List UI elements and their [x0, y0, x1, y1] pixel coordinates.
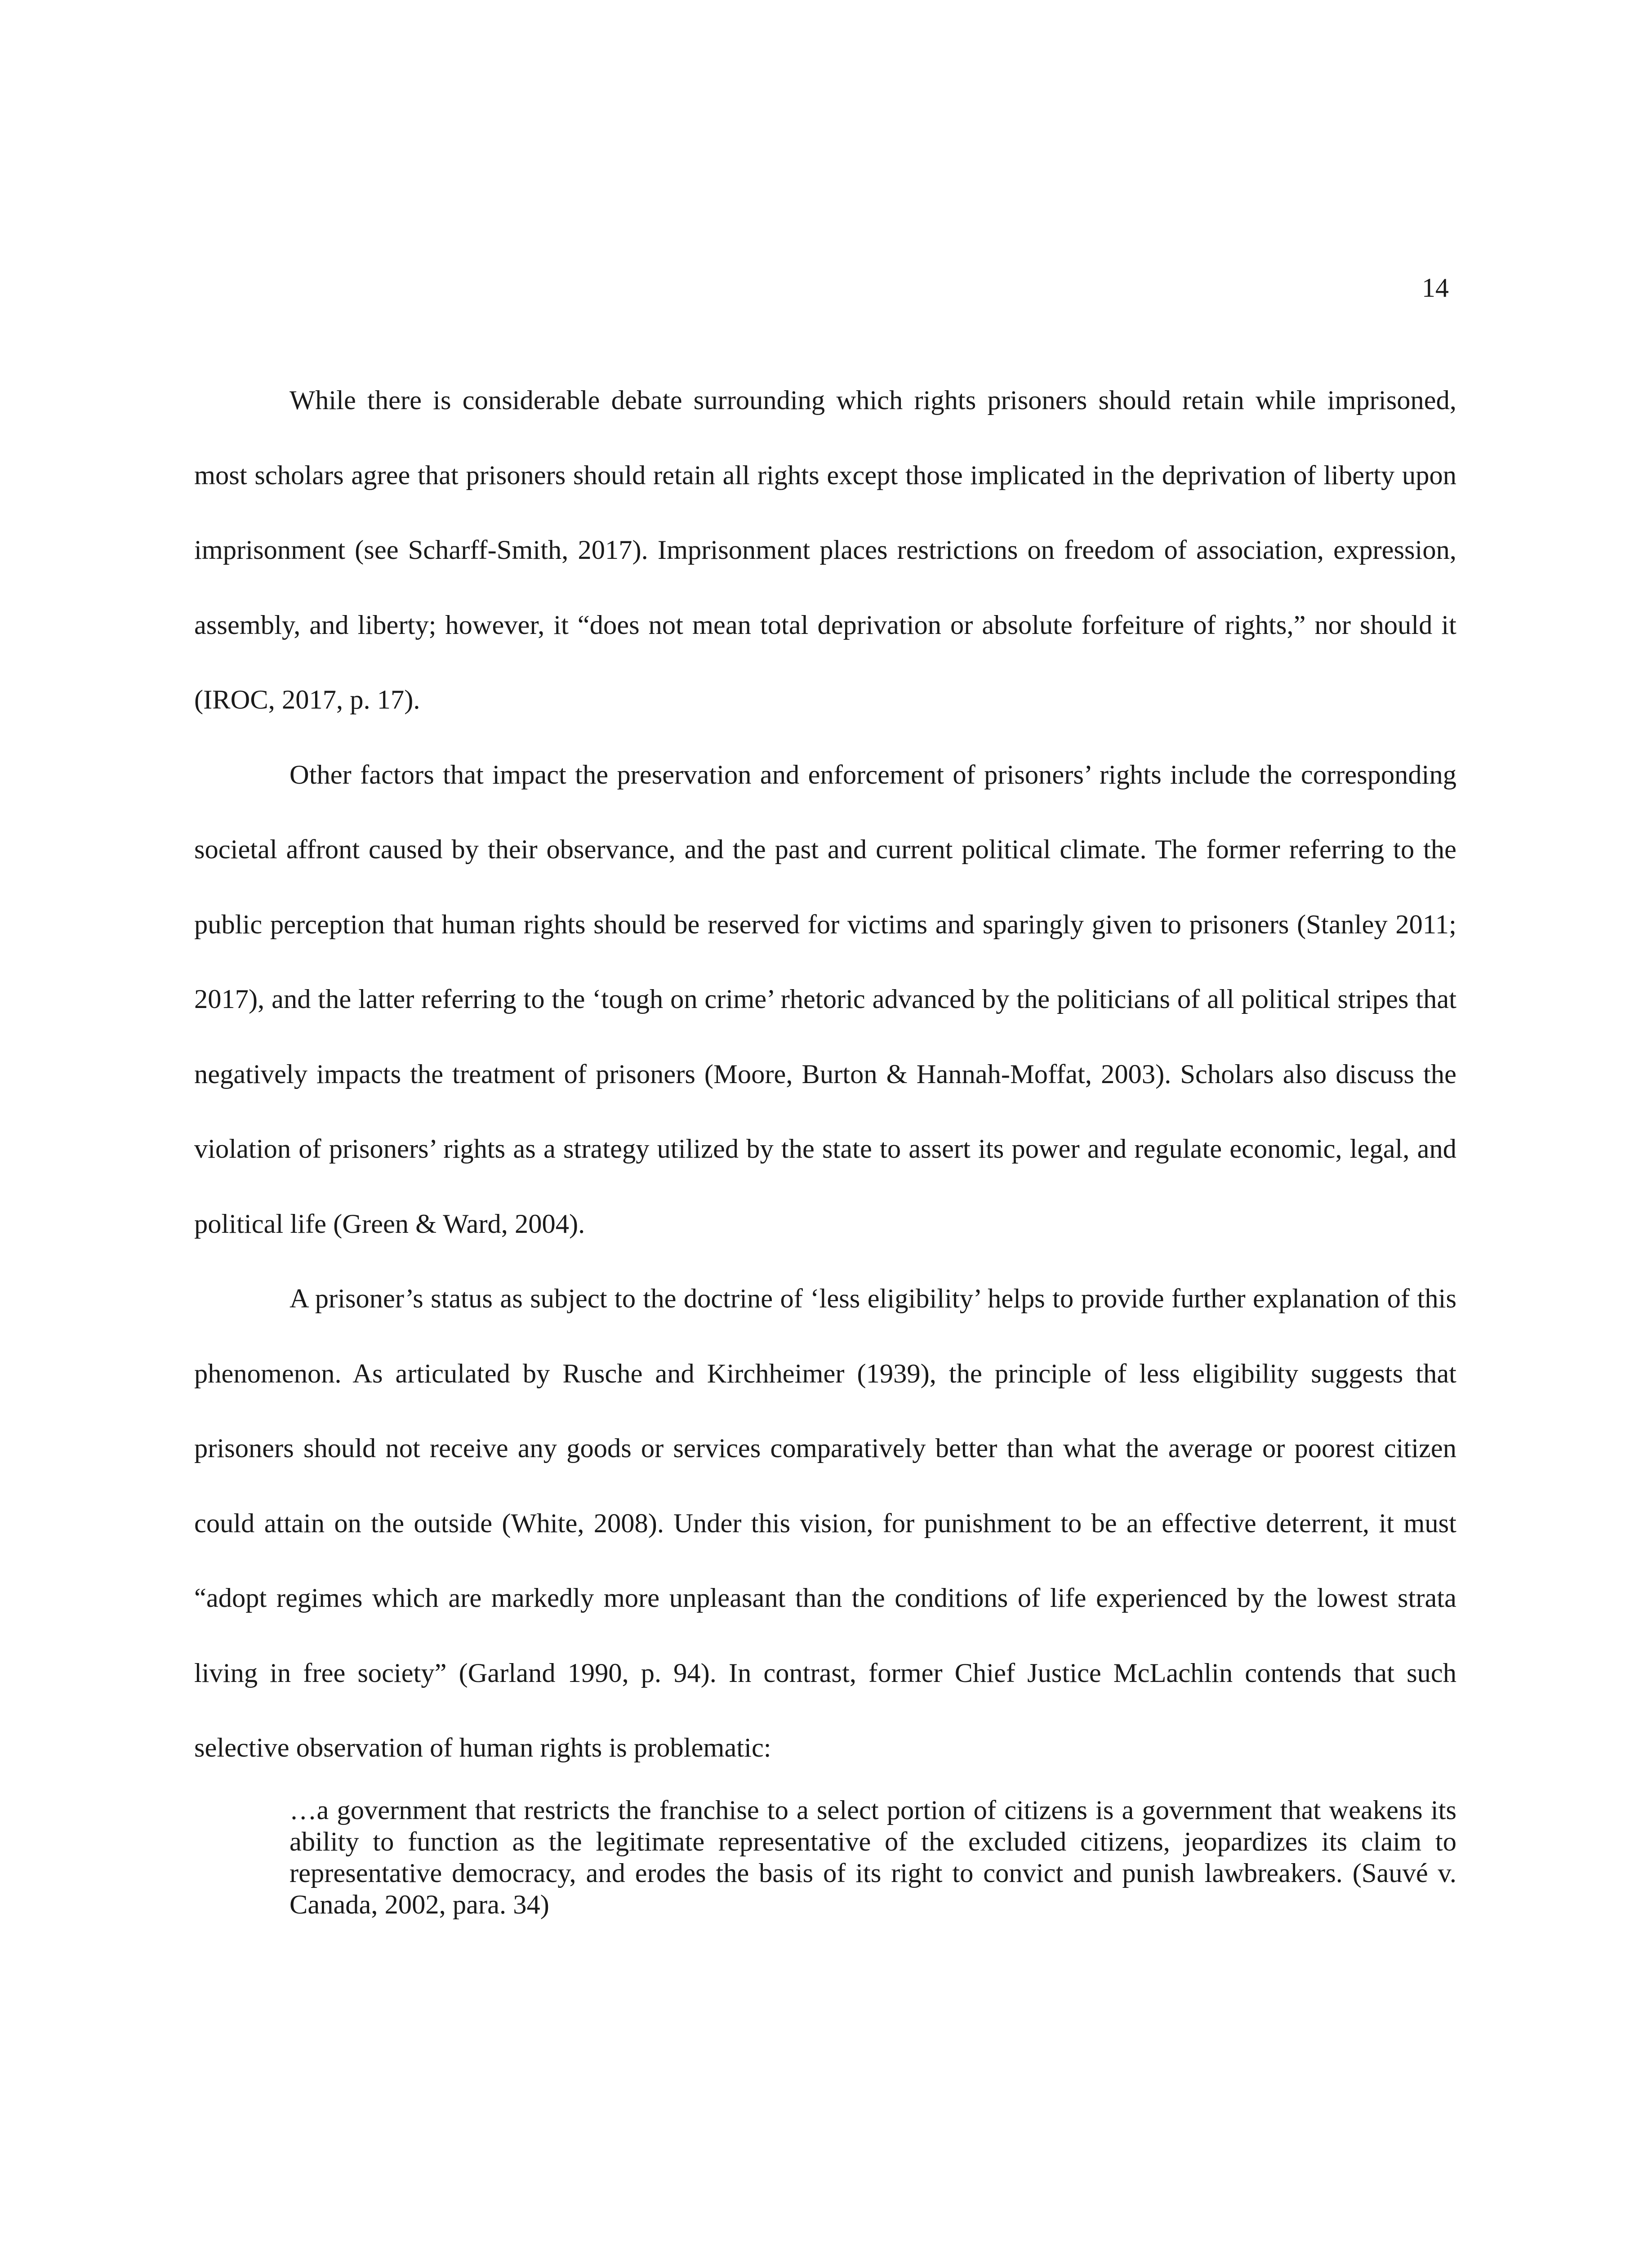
body-text [194, 363, 1456, 1921]
page-number: 14 [1422, 273, 1449, 303]
block-quote: …a government that restricts the franchise to a select portion of citizens is a government that weakens its ability to function as the legitimate representative of the excluded citizens, jeopardizes its claim to representative democracy, and erodes the basis of its right to convict and punish lawbreakers. (Sauvé v. Canada, 2002, para. 34) [289, 1795, 1456, 1920]
paragraph: A prisoner’s status as subject to the doctrine of ‘less eligibility’ helps to provide further explanation of this phenomenon. As articulated by Rusche and Kirchheimer (1939), the principle of less eligibility suggests that prisoners should not receive any goods or services comparatively better than what the average or poorest citizen could attain on the outside (White, 2008). Under this vision, for punishment to be an effective deterrent, it must “adopt regimes which are markedly more unpleasant than the conditions of life experienced by the lowest strata living in free society” (Garland 1990, p. 94). In contrast, former Chief Justice McLachlin contends that such selective observation of human rights is problematic: [194, 1284, 1456, 1763]
paragraph: While there is considerable debate surrounding which rights prisoners should retain while imprisoned, most scholars agree that prisoners should retain all rights except those implicated in the deprivation of liberty upon imprisonment (see Scharff-Smith, 2017). Imprisonment places restrictions on freedom of association, expression, assembly, and liberty; however, it “does not mean total deprivation or absolute forfeiture of rights,” nor should it (IROC, 2017, p. 17). [194, 385, 1456, 715]
paragraph: Other factors that impact the preservation and enforcement of prisoners’ rights include the corresponding societal affront caused by their observance, and the past and current political climate. The former referring to the public perception that human rights should be reserved for victims and sparingly given to prisoners (Stanley 2011; 2017), and the latter referring to the ‘tough on crime’ rhetoric advanced by the politicians of all political stripes that negatively impacts the treatment of prisoners (Moore, Burton & Hannah-Moffat, 2003). Scholars also discuss the violation of prisoners’ rights as a strategy utilized by the state to assert its power and regulate economic, legal, and political life (Green & Ward, 2004). [194, 759, 1456, 1239]
